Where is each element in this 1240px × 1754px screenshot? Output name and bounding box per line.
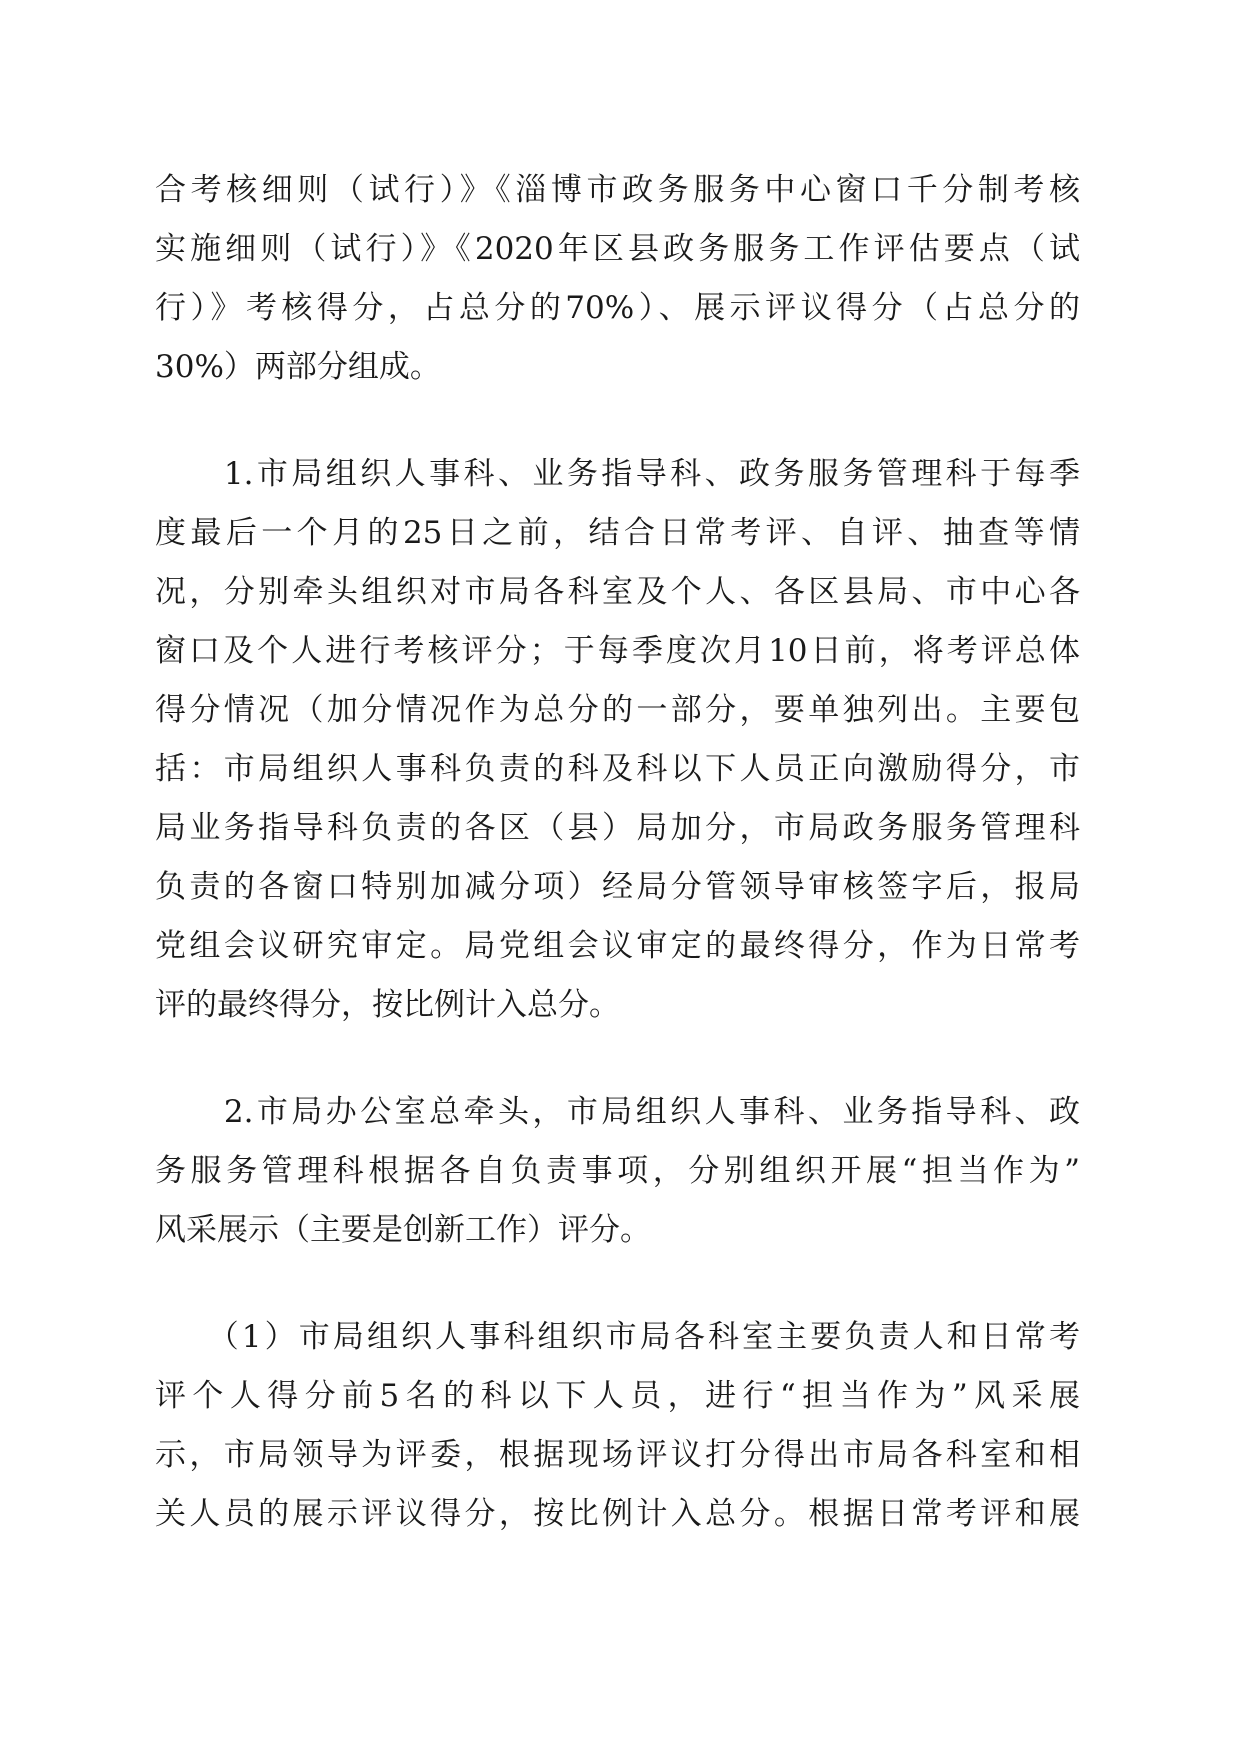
text-line: 30%）两部分组成。 — [155, 349, 441, 385]
text-line: 评个人得分前5名的科以下人员，进行“担当作为”风采展 — [155, 1378, 1080, 1414]
text-line: 风采展示（主要是创新工作）评分。 — [155, 1212, 651, 1248]
text-line: 党组会议研究审定。局党组会议审定的最终得分，作为日常考 — [155, 928, 1080, 964]
text-line: 括：市局组织人事科负责的科及科以下人员正向激励得分，市 — [155, 751, 1080, 787]
text-line: 况，分别牵头组织对市局各科室及个人、各区县局、市中心各 — [155, 574, 1080, 610]
text-line: 得分情况（加分情况作为总分的一部分，要单独列出。主要包 — [155, 692, 1080, 728]
text-line: 1.市局组织人事科、业务指导科、政务服务管理科于每季 — [155, 456, 1080, 492]
text-line: 行）》考核得分，占总分的70%）、展示评议得分（占总分的 — [155, 290, 1080, 326]
text-line: 2.市局办公室总牵头，市局组织人事科、业务指导科、政 — [155, 1094, 1080, 1130]
text-line: 实施细则（试行）》《2020年区县政务服务工作评估要点（试 — [155, 231, 1080, 267]
text-line: 局业务指导科负责的各区（县）局加分，市局政务服务管理科 — [155, 810, 1080, 846]
text-line: 评的最终得分，按比例计入总分。 — [155, 987, 620, 1023]
text-line: 关人员的展示评议得分，按比例计入总分。根据日常考评和展 — [155, 1496, 1080, 1532]
text-line: 示，市局领导为评委，根据现场评议打分得出市局各科室和相 — [155, 1437, 1080, 1473]
text-line: （1）市局组织人事科组织市局各科室主要负责人和日常考 — [155, 1319, 1080, 1355]
text-line: 合考核细则（试行）》《淄博市政务服务中心窗口千分制考核 — [155, 172, 1080, 208]
text-line: 务服务管理科根据各自负责事项，分别组织开展“担当作为” — [155, 1153, 1080, 1189]
text-line: 窗口及个人进行考核评分；于每季度次月10日前，将考评总体 — [155, 633, 1080, 669]
text-line: 度最后一个月的25日之前，结合日常考评、自评、抽查等情 — [155, 515, 1080, 551]
text-line: 负责的各窗口特别加减分项）经局分管领导审核签字后，报局 — [155, 869, 1080, 905]
